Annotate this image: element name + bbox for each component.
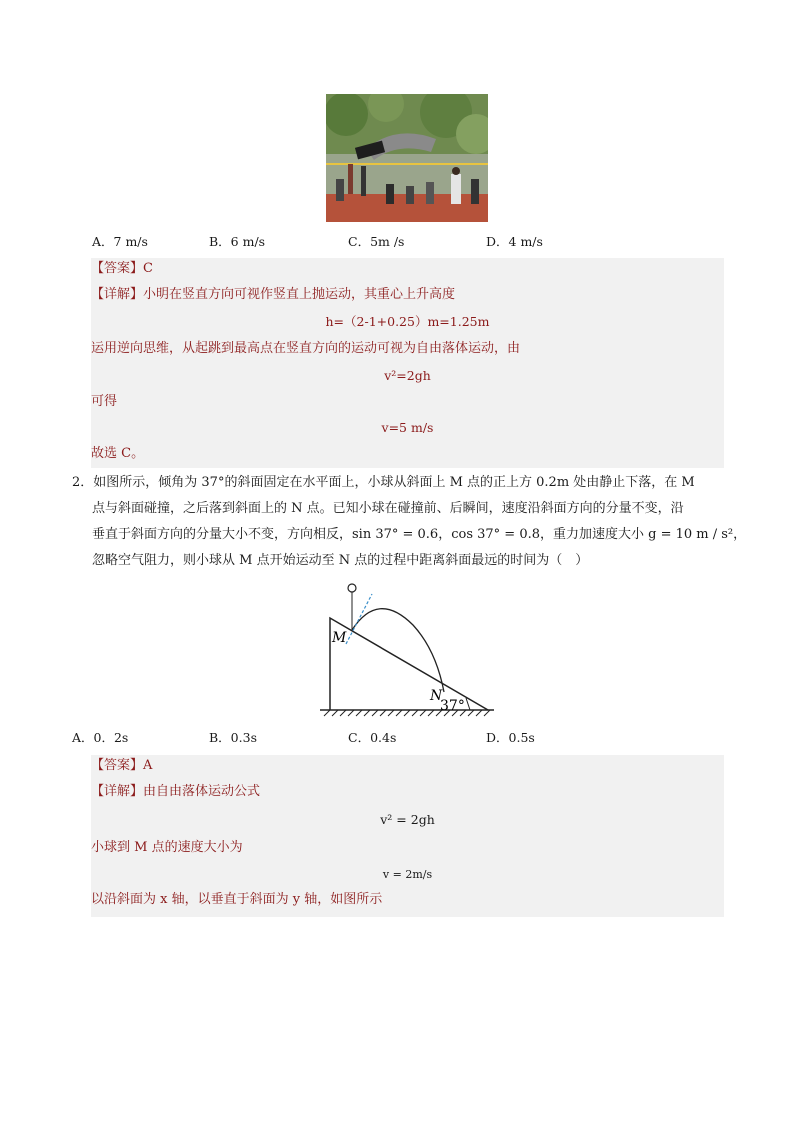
answer-tag: 【答案】 [91, 261, 144, 276]
label-angle: 37° [440, 698, 465, 714]
q2-line: 垂直于斜面方向的分量大小不变，方向相反，sin 37° = 0.6，cos 37° = 0.8，重力加速度大小 g = 10 m / s²， [92, 527, 747, 542]
detail-line: 以沿斜面为 x 轴，以垂直于斜面为 y 轴，如图所示 [91, 892, 383, 907]
formula-height: h=（2-1+0.25）m=1.25m [325, 314, 490, 329]
incline-diagram [318, 580, 498, 720]
q1-option-a: A．7 m/s [92, 234, 148, 249]
detail-line: 小球到 M 点的速度大小为 [91, 840, 243, 855]
q2-answer-block [91, 755, 724, 917]
q2-option-a: A．0．2s [72, 730, 129, 745]
answer-tag: 【答案】 [91, 758, 144, 773]
q2-question [72, 470, 747, 574]
detail-line: 运用逆向思维，从起跳到最高点在竖直方向的运动可视为自由落体运动，由 [91, 341, 521, 356]
detail-line: 故选 C。 [91, 446, 145, 461]
q2-line: 忽略空气阻力，则小球从 M 点开始运动至 N 点的过程中距离斜面最远的时间为（ ） [92, 553, 589, 568]
detail-tag: 【详解】 [91, 784, 144, 799]
detail-line: 小明在竖直方向可视作竖直上抛运动，其重心上升高度 [143, 287, 456, 302]
q2-line: 点与斜面碰撞，之后落到斜面上的 N 点。已知小球在碰撞前、后瞬间，速度沿斜面方向的分量不变，沿 [92, 501, 684, 516]
q2-option-c: C．0.4s [348, 730, 397, 745]
detail-line: 可得 [91, 394, 118, 409]
q1-option-b: B．6 m/s [209, 234, 266, 249]
formula-speed: v = 2m/s [382, 868, 433, 881]
q2-option-d: D．0.5s [486, 730, 535, 745]
high-jump-photo [326, 94, 488, 222]
detail-line: 由自由落体运动公式 [143, 784, 261, 799]
label-n: N [430, 688, 443, 704]
formula-velocity: v=5 m/s [381, 420, 434, 435]
q1-option-c: C．5m /s [348, 234, 405, 249]
label-m: M [332, 630, 347, 646]
q2-option-b: B．0.3s [209, 730, 257, 745]
formula-freefall: v² = 2gh [380, 812, 435, 827]
answer-value: A [143, 758, 153, 773]
answer-value: C [143, 261, 153, 276]
q2-line: 2．如图所示，倾角为 37°的斜面固定在水平面上，小球从斜面上 M 点的正上方 0.2m 处由静止下落，在 M [72, 475, 695, 490]
q1-answer-block [91, 258, 724, 468]
q1-option-d: D．4 m/s [486, 234, 543, 249]
q1-options [92, 232, 732, 250]
detail-tag: 【详解】 [91, 287, 144, 302]
formula-energy: v²=2gh [384, 368, 431, 383]
q2-options [72, 728, 732, 746]
